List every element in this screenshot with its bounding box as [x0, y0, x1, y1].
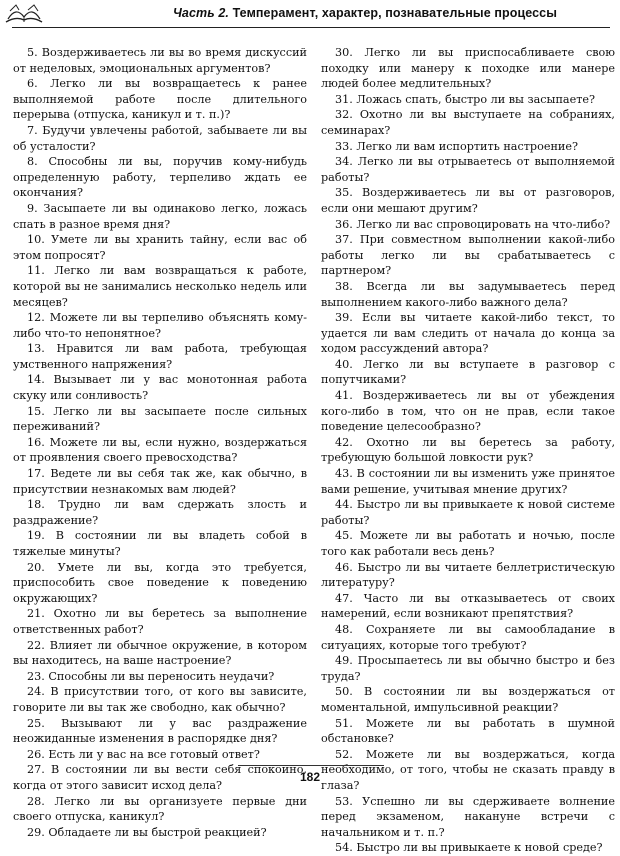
question-item: 20. Умете ли вы, когда это требуется, приспособить свое поведение к поведению окружающих? [13, 560, 307, 605]
question-item: 17. Ведете ли вы себя так же, как обычно, в присутствии незнакомых вам людей? [13, 467, 307, 496]
right-question-column [321, 45, 615, 856]
question-item: 50. В состоянии ли вы воздержаться от моментальной, импульсивной реакции? [321, 685, 615, 714]
running-header [120, 6, 610, 20]
header-rule [12, 27, 610, 28]
question-item: 40. Легко ли вы вступаете в разговор с попутчиками? [321, 357, 615, 387]
question-item: 23. Способны ли вы переносить неудачи? [27, 669, 275, 683]
question-item: 37. При совместном выполнении какой-либо работы легко ли вы срабатываетесь с партнером? [321, 233, 615, 278]
left-question-column [13, 45, 307, 840]
question-item: 36. Легко ли вас спровоцировать на что-либо? [335, 217, 611, 231]
question-item: 16. Можете ли вы, если нужно, воздержаться от проявления своего превосходства? [13, 435, 307, 465]
question-item: 12. Можете ли вы терпеливо объяснять кому-либо что-то непонятное? [13, 311, 307, 340]
question-item: 39. Если вы читаете какой-либо текст, то удается ли вам следить от начала до конца за ходом рассуждений автора? [321, 311, 615, 356]
page-number: 182 [299, 770, 321, 784]
question-item: 7. Будучи увлечены работой, забываете ли вы об усталости? [13, 123, 307, 153]
question-item: 22. Влияет ли обычное окружение, в котором вы находитесь, на ваше настроение? [13, 638, 307, 668]
question-item: 47. Часто ли вы отказываетесь от своих намерений, если возникают препятствия? [321, 591, 615, 621]
question-item: 29. Обладаете ли вы быстрой реакцией? [27, 825, 267, 839]
question-item: 51. Можете ли вы работать в шумной обстановке? [321, 716, 615, 746]
header-part-label: Часть 2. [172, 6, 229, 20]
book-logo-icon [4, 2, 44, 26]
question-item: 30. Легко ли вы приспосабливаете свою походку или манеру к походке или манере людей более медлительных? [321, 46, 615, 91]
footer-rule [238, 765, 384, 766]
question-item: 5. Воздерживаетесь ли вы во время дискуссий от неделовых, эмоциональных аргументов? [13, 46, 307, 75]
question-item: 24. В присутствии того, от кого вы зависите, говорите ли вы так же свободно, как обычно? [13, 685, 307, 714]
question-item: 6. Легко ли вы возвращаетесь к ранее выполняемой работе после длительного перерыва (отпуска, каникул и т. п.)? [13, 77, 307, 122]
question-item: 27. В состоянии ли вы вести себя спокойно, когда от этого зависит исход дела? [13, 763, 307, 792]
question-item: 48. Сохраняете ли вы самообладание в ситуациях, которые того требуют? [321, 622, 615, 652]
question-item: 10. Умете ли вы хранить тайну, если вас об этом попросят? [13, 233, 307, 262]
question-item: 31. Ложась спать, быстро ли вы засыпаете? [335, 92, 596, 106]
question-item: 41. Воздерживаетесь ли вы от убеждения кого-либо в том, что он не прав, если такое поведение целесообразно? [321, 389, 615, 434]
question-item: 44. Быстро ли вы привыкаете к новой системе работы? [321, 498, 615, 527]
question-item: 21. Охотно ли вы беретесь за выполнение ответственных работ? [13, 607, 307, 636]
question-item: 52. Можете ли вы воздержаться, когда необходимо, от того, чтобы не сказать правду в глаза? [321, 747, 615, 792]
page-header [0, 0, 620, 32]
question-item: 25. Вызывают ли у вас раздражение неожиданные изменения в распорядке дня? [13, 716, 307, 746]
question-item: 38. Всегда ли вы задумываетесь перед выполнением какого-либо важного дела? [321, 279, 615, 309]
question-item: 8. Способны ли вы, поручив кому-нибудь определенную работу, терпеливо ждать ее окончания? [13, 155, 307, 200]
question-item: 9. Засыпаете ли вы одинаково легко, ложась спать в разное время дня? [13, 201, 307, 231]
question-item: 42. Охотно ли вы беретесь за работу, требующую большой ловкости рук? [321, 435, 615, 465]
question-item: 49. Просыпаетесь ли вы обычно быстро и без труда? [321, 654, 615, 683]
question-item: 43. В состоянии ли вы изменить уже принятое вами решение, учитывая мнение других? [321, 467, 615, 496]
question-item: 53. Успешно ли вы сдерживаете волнение перед экзаменом, накануне встречи с начальником и т. п.? [321, 794, 615, 839]
question-item: 45. Можете ли вы работать и ночью, после того как работали весь день? [321, 529, 615, 558]
question-item: 32. Охотно ли вы выступаете на собраниях, семинарах? [321, 108, 615, 137]
question-item: 14. Вызывает ли у вас монотонная работа скуку или сонливость? [13, 373, 307, 403]
question-item: 15. Легко ли вы засыпаете после сильных переживаний? [13, 404, 307, 434]
question-item: 35. Воздерживаетесь ли вы от разговоров, если они мешают другим? [321, 186, 615, 215]
header-chapter-title: Темперамент, характер, познавательные процессы [232, 6, 558, 20]
question-item: 28. Легко ли вы организуете первые дни своего отпуска, каникул? [13, 794, 307, 824]
question-item: 13. Нравится ли вам работа, требующая умственного напряжения? [13, 342, 307, 371]
question-item: 19. В состоянии ли вы владеть собой в тяжелые минуты? [13, 529, 307, 558]
question-item: 54. Быстро ли вы привыкаете к новой среде? [335, 841, 603, 855]
question-item: 26. Есть ли у вас на все готовый ответ? [27, 747, 260, 761]
question-item: 11. Легко ли вам возвращаться к работе, которой вы не занимались несколько недель или месяцев? [13, 264, 307, 309]
question-item: 46. Быстро ли вы читаете беллетристическую литературу? [321, 560, 615, 590]
question-item: 33. Легко ли вам испортить настроение? [335, 139, 578, 153]
question-item: 34. Легко ли вы отрываетесь от выполняемой работы? [321, 155, 615, 184]
question-item: 18. Трудно ли вам сдержать злость и раздражение? [13, 498, 307, 527]
